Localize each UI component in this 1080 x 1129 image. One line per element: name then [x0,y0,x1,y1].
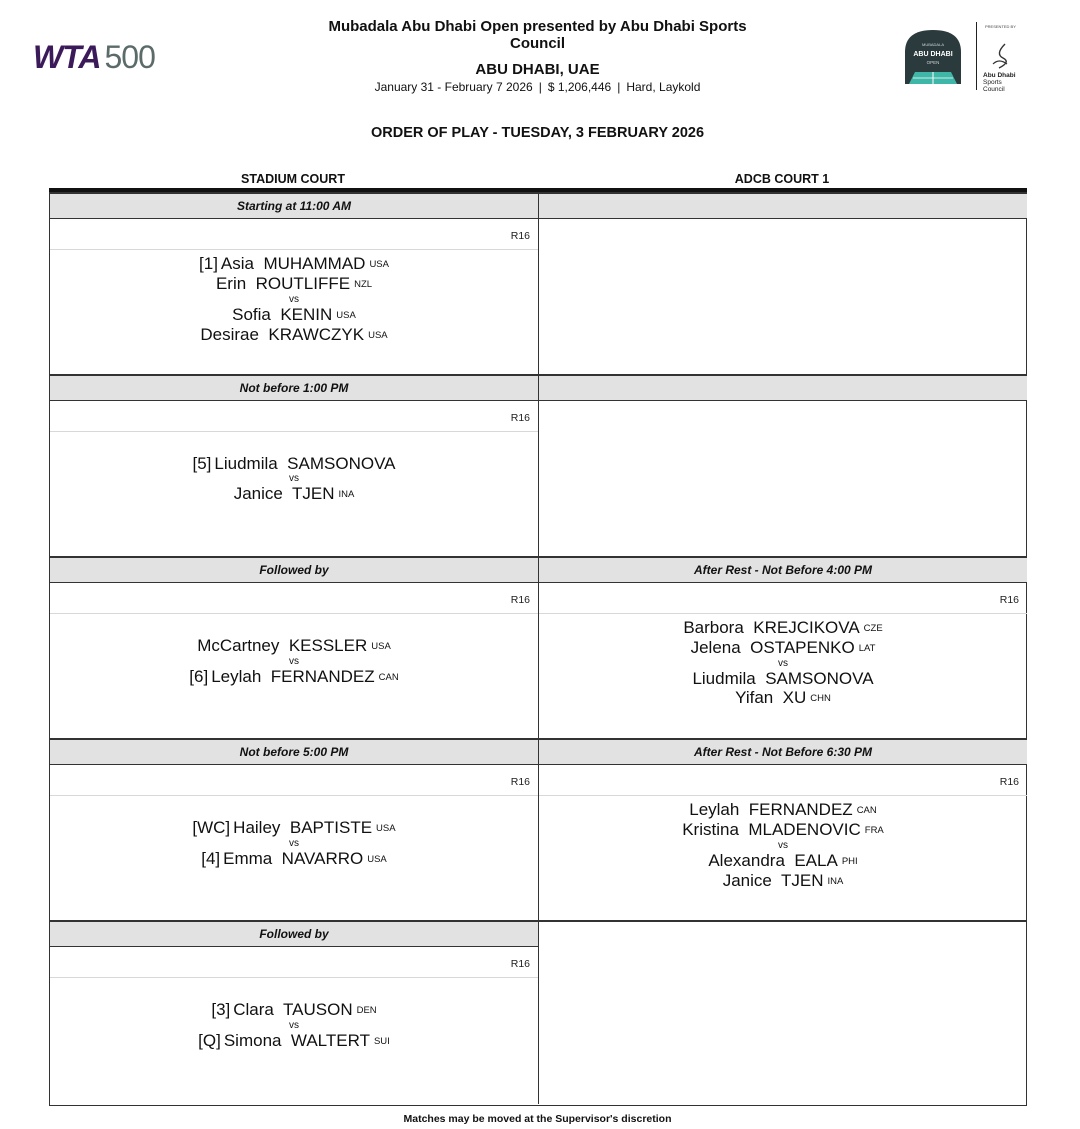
player-line [50,818,538,838]
match-slot [50,556,538,738]
match-slot [539,556,1027,738]
council-mark-icon [985,40,1015,70]
player-line [539,820,1027,840]
tournament-prize: $ 1,206,446 [547,80,612,94]
player-line [50,274,538,294]
player-name: Janice TJEN [722,871,824,890]
round-label: R16 [510,958,530,970]
match-slot [50,920,538,1102]
match-slot [539,738,1027,920]
tournament-title: Mubadala Abu Dhabi Open presented by Abu Dhabi Sports Council [328,18,747,52]
slot-time-bar: Not before 1:00 PM [50,374,538,401]
slot-time-bar: After Rest - Not Before 4:00 PM [539,556,1027,583]
player-line [50,1031,538,1051]
tournament-location: ABU DHABI, UAE [475,61,600,78]
court-heading-stadium: STADIUM COURT [241,172,345,186]
round-row [50,765,538,796]
wta-500-logo [33,40,155,74]
player-country: USA [336,310,356,321]
player-line [539,618,1027,638]
player-line [50,849,538,869]
tournament-dates: January 31 - February 7 2026 [374,80,533,94]
slot-time-bar: Followed by [50,556,538,583]
player-line [539,800,1027,820]
player-name: Kristina MLADENOVIC [682,820,861,839]
player-country: USA [368,330,388,341]
round-label: R16 [510,594,530,606]
player-name: Alexandra EALA [708,851,838,870]
player-name: Leylah FERNANDEZ [211,667,375,686]
player-name: Emma NAVARRO [223,849,364,868]
player-country: CZE [863,623,883,634]
player-name: Erin ROUTLIFFE [215,274,351,293]
match-players [50,254,538,345]
round-row [50,947,538,978]
round-label: R16 [999,594,1019,606]
schedule-grid [49,192,1027,1106]
round-row [50,219,538,250]
player-name: McCartney KESSLER [197,636,368,655]
player-country: FRA [864,825,884,836]
versus-label: vs [289,838,299,849]
wta-logo-text: WTA [33,39,101,75]
player-line [50,636,538,656]
player-line [539,871,1027,891]
player-name: Desirae KRAWCZYK [200,325,365,344]
round-row [539,583,1027,614]
abu-dhabi-open-emblem [901,26,965,90]
player-country: LAT [858,643,876,654]
match-slot [539,192,1027,374]
council-name-line2: Sports Council [983,79,1005,93]
player-seed: [WC] [192,818,231,837]
match-slot [50,374,538,556]
player-country: NZL [354,279,373,290]
slot-time-bar [539,192,1027,219]
player-line [50,305,538,325]
round-row [50,583,538,614]
player-name: Asia MUHAMMAD [220,254,366,273]
presented-by-text: PRESENTED BY [985,24,1016,29]
player-line [539,851,1027,871]
player-line [50,454,538,473]
player-country: USA [367,854,387,865]
player-country: CHN [810,693,831,704]
round-row [50,401,538,432]
order-of-play-heading: ORDER OF PLAY - TUESDAY, 3 FEBRUARY 2026 [370,125,705,141]
empty-slot [539,920,1027,1104]
player-name: Liudmila SAMSONOVA [214,454,396,473]
player-seed: [Q] [198,1031,221,1050]
player-country: INA [827,876,844,887]
player-country: SUI [373,1036,390,1047]
player-line [539,638,1027,658]
round-label: R16 [999,776,1019,788]
player-seed: [5] [192,454,212,473]
slot-time-bar: Starting at 11:00 AM [50,192,538,219]
partner-logos [898,22,1023,92]
player-name: Clara TAUSON [233,1000,353,1019]
player-name: Barbora KREJCIKOVA [683,618,860,637]
player-name: Simona WALTERT [223,1031,370,1050]
player-name: Sofia KENIN [232,305,333,324]
player-seed: [1] [199,254,218,273]
versus-label: vs [289,1020,299,1031]
wta-tier-text: 500 [104,39,155,75]
player-name: Yifan XU [735,688,807,707]
player-line [50,254,538,274]
tournament-surface: Hard, Laykold [626,80,701,94]
match-players [539,800,1027,891]
footer-note: Matches may be moved at the Supervisor's discretion [403,1113,672,1125]
slot-time-bar: Followed by [50,920,538,947]
player-country: INA [338,489,355,500]
match-slot [50,738,538,920]
match-players [50,454,538,504]
court-column-adcb-1 [539,192,1027,1104]
player-country: USA [376,823,396,834]
emblem-sub-text: OPEN [926,60,940,65]
player-country: DEN [356,1005,377,1016]
player-name: Janice TJEN [233,484,335,503]
court-heading-adcb-1: ADCB COURT 1 [734,172,830,186]
player-seed: [6] [189,667,209,686]
player-country: CAN [378,672,399,683]
slot-time-bar: Not before 5:00 PM [50,738,538,765]
match-players [50,1000,538,1051]
council-name-line1: Abu Dhabi [983,72,1016,79]
round-label: R16 [510,776,530,788]
match-players [50,636,538,687]
sports-council-logo [976,22,1023,93]
player-name: Jelena OSTAPENKO [690,638,855,657]
match-players [539,618,1027,708]
player-country: USA [369,259,389,270]
player-line [50,484,538,504]
player-seed: [4] [201,849,221,868]
player-line [539,688,1027,708]
match-slot [539,374,1027,556]
versus-label: vs [778,658,788,669]
player-line [50,1000,538,1020]
slot-time-bar: After Rest - Not Before 6:30 PM [539,738,1027,765]
round-row [539,765,1027,796]
versus-label: vs [289,656,299,667]
court-column-stadium [50,192,539,1104]
slot-time-bar [539,374,1027,401]
versus-label: vs [289,294,299,305]
emblem-top-text: MUBADALA [921,42,945,47]
page-header [0,0,1080,170]
match-players [50,818,538,869]
player-country: PHI [841,856,858,867]
player-name: Hailey BAPTISTE [233,818,373,837]
player-name: Leylah FERNANDEZ [689,800,853,819]
player-line [50,325,538,345]
player-country: USA [371,641,391,652]
emblem-main-text: ABU DHABI [913,51,953,58]
round-label: R16 [510,412,530,424]
player-seed: [3] [211,1000,231,1019]
player-name: Liudmila SAMSONOVA [692,669,874,688]
versus-label: vs [778,840,788,851]
versus-label: vs [289,473,299,484]
player-line [539,669,1027,688]
player-line [50,667,538,687]
tournament-details: January 31 - February 7 2026 | $ 1,206,446 | Hard, Laykold [374,80,701,94]
match-slot [50,192,538,374]
round-label: R16 [510,230,530,242]
player-country: CAN [856,805,877,816]
